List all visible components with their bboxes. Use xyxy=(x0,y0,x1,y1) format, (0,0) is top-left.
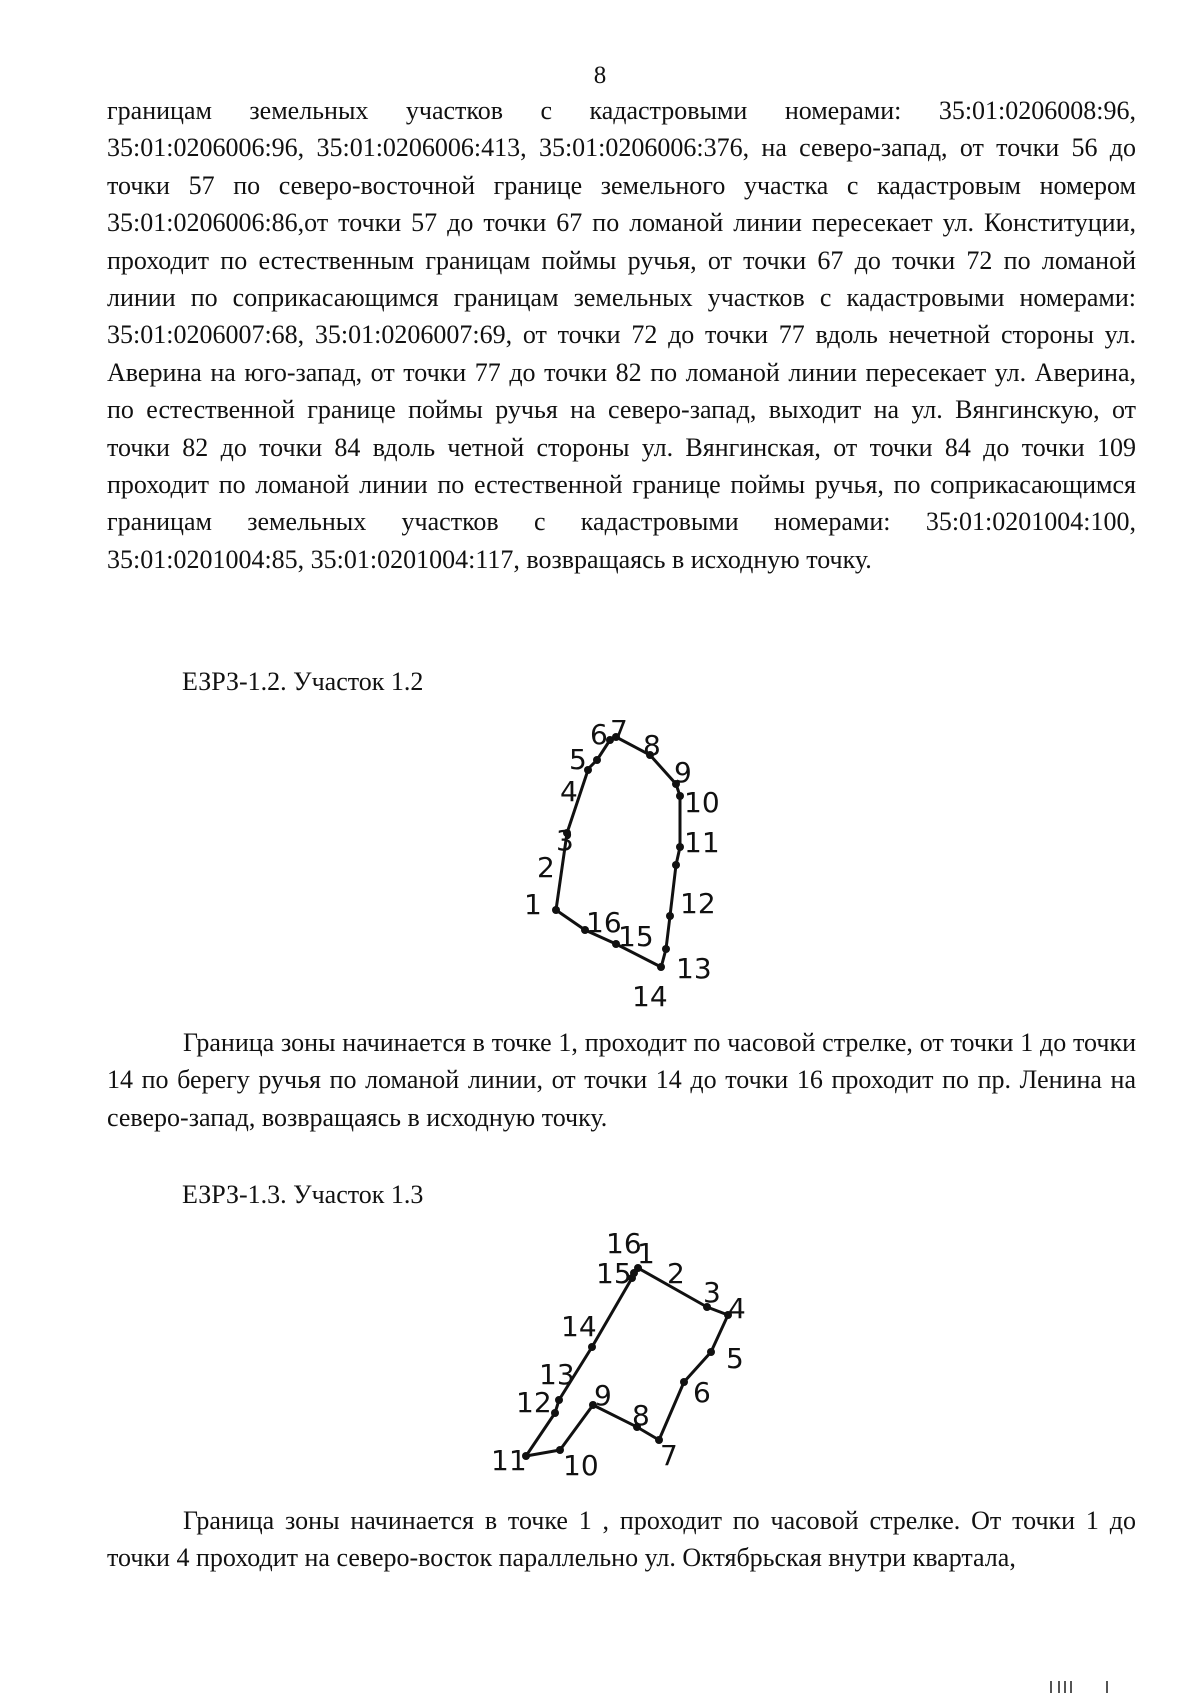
section-heading-1-3: ЕЗРЗ-1.3. Участок 1.3 xyxy=(182,1180,424,1209)
boundary-point xyxy=(680,1378,688,1386)
point-label: 15 xyxy=(596,1257,632,1290)
point-label: 8 xyxy=(643,729,661,762)
point-label: 10 xyxy=(684,786,720,819)
point-label: 15 xyxy=(618,920,654,953)
point-label: 8 xyxy=(632,1399,650,1432)
point-label: 16 xyxy=(606,1227,642,1260)
boundary-point xyxy=(707,1348,715,1356)
boundary-point xyxy=(555,1396,563,1404)
boundary-point xyxy=(588,1343,596,1351)
point-label: 12 xyxy=(680,887,716,920)
point-label: 1 xyxy=(637,1237,655,1270)
point-label: 6 xyxy=(693,1376,711,1409)
paragraph-scheme-1-2: Граница зоны начинается в точке 1, проходит по часовой стрелке, от точки 1 до точки 14 по берегу ручья по ломаной линии, от точки 14 до точки 16 проходит по пр. Ленина на северо-запад, возвращаясь в исходную точку. xyxy=(107,1028,1136,1132)
point-label: 13 xyxy=(539,1358,575,1391)
point-label: 7 xyxy=(610,714,628,747)
point-label: 11 xyxy=(684,826,720,859)
paragraph-boundary-description: границам земельных участков с кадастровыми номерами: 35:01:0206008:96, 35:01:0206006:96, 35:01:0206006:413, 35:01:0206006:376, на северо-запад, от точки 56 до точки 57 по северо-восточной границе земельного участка с кадастровым номером 35:01:0206006:86,от точки 57 до точки 67 по ломаной линии пересекает ул. Конституции, проходит по естественным границам поймы ручья, от точки 67 до точки 72 по ломаной линии по соприкасающимся границам земельных участков с кадастровыми номерами: 35:01:0206007:68, 35:01:0206007:69, от точки 72 до точки 77 вдоль нечетной стороны ул. Аверина на юго-запад, от точки 77 до точки 82 по ломаной линии пересекает ул. Аверина, по естественной границе поймы ручья на северо-запад, выходит на ул. Вянгинскую, от точки 82 до точки 84 вдоль четной стороны ул. Вянгинская, от точки 84 до точки 109 проходит по ломаной линии по естественной границе поймы ручья, по соприкасающимся границам земельных участков с кадастровыми номерами: 35:01:0201004:100, 35:01:0201004:85, 35:01:0201004:117, возвращаясь в исходную точку. xyxy=(107,96,1136,574)
point-label: 2 xyxy=(667,1257,685,1290)
point-label: 14 xyxy=(561,1310,597,1343)
point-label: 7 xyxy=(660,1439,678,1472)
point-label: 12 xyxy=(516,1386,552,1419)
section-heading-1-2: ЕЗРЗ-1.2. Участок 1.2 xyxy=(182,667,424,696)
point-label: 16 xyxy=(586,906,622,939)
point-label: 4 xyxy=(728,1292,746,1325)
page-number: 8 xyxy=(593,62,607,89)
point-label: 3 xyxy=(703,1276,721,1309)
point-label: 4 xyxy=(560,775,578,808)
point-label: 11 xyxy=(491,1444,527,1477)
point-label: 9 xyxy=(674,756,692,789)
point-label: 3 xyxy=(556,824,574,857)
point-label: 6 xyxy=(590,718,608,751)
point-label: 10 xyxy=(563,1449,599,1482)
point-label: 14 xyxy=(632,980,668,1013)
point-label: 9 xyxy=(594,1379,612,1412)
point-label: 5 xyxy=(726,1342,744,1375)
paragraph-scheme-1-3: Граница зоны начинается в точке 1 , проходит по часовой стрелке. От точки 1 до точки 4 проходит на северо-восток параллельно ул. Октябрьская внутри квартала, xyxy=(107,1506,1136,1573)
point-label: 2 xyxy=(537,851,555,884)
point-label: 5 xyxy=(569,743,587,776)
scan-edge-marks xyxy=(1050,1679,1110,1693)
boundary-point xyxy=(551,1409,559,1417)
point-label: 13 xyxy=(676,952,712,985)
point-label: 1 xyxy=(524,888,542,921)
